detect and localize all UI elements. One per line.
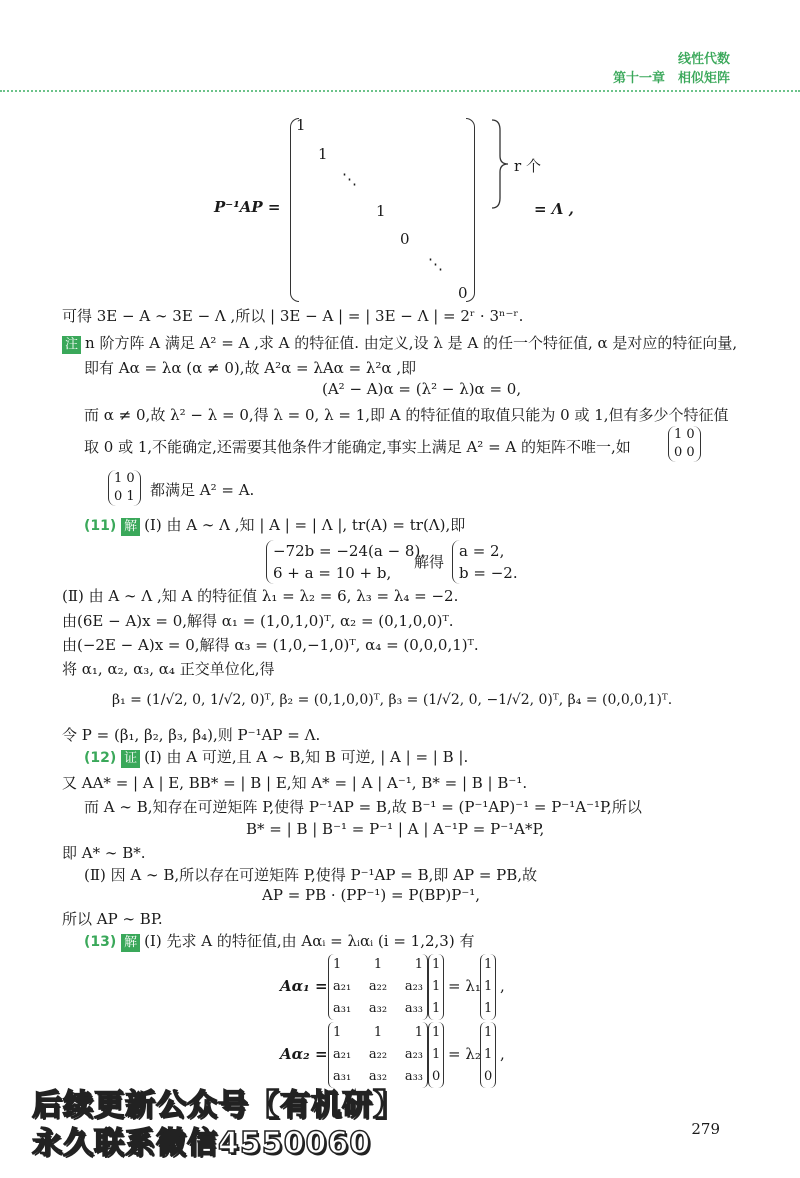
system-row: −72b = −24(a − 8), bbox=[273, 542, 426, 560]
note-line-5: 取 0 或 1,不能确定,还需要其他条件才能确定,事实上满足 A² = A 的矩阵不唯一,如 bbox=[84, 438, 631, 456]
header-divider bbox=[0, 90, 800, 92]
watermark-line-1: 后续更新公众号【有机研】 bbox=[32, 1088, 404, 1123]
diag-dots: ⋱ bbox=[428, 255, 443, 273]
p11-line-e: 将 α₁, α₂, α₃, α₄ 正交单位化,得 bbox=[62, 660, 275, 678]
p11-line-c: 由(6E − A)x = 0,解得 α₁ = (1,0,1,0)ᵀ, α₂ = (0,1,0,0)ᵀ. bbox=[62, 612, 454, 630]
vector: 1 1 0 bbox=[428, 1022, 444, 1088]
example-matrix-b bbox=[108, 470, 141, 506]
diag-dots: ⋱ bbox=[342, 170, 357, 188]
running-header bbox=[613, 50, 730, 88]
eq-lhs: Aα₁ = bbox=[280, 977, 328, 995]
solve-label: 解得 bbox=[414, 553, 445, 571]
problem-11-header bbox=[84, 514, 465, 536]
page-number: 279 bbox=[691, 1120, 720, 1138]
example-matrix-a bbox=[668, 426, 701, 462]
right-brace bbox=[490, 118, 510, 210]
matrix-row: 1 0 bbox=[114, 471, 135, 486]
diag-entry: 0 bbox=[400, 230, 410, 248]
matrix-lhs: P⁻¹AP = bbox=[214, 198, 281, 216]
eq-mid: = λ₁ bbox=[448, 977, 481, 995]
p11-line-g: 令 P = (β₁, β₂, β₃, β₄),则 P⁻¹AP = Λ. bbox=[62, 726, 321, 744]
p12-line-h: 所以 AP ∼ BP. bbox=[62, 910, 163, 928]
watermark-line-2: 永久联系微信4550060 bbox=[32, 1126, 372, 1161]
note-line-1 bbox=[62, 332, 737, 354]
problem-number: (12) bbox=[84, 750, 117, 766]
matrix-right-bracket bbox=[466, 118, 475, 302]
matrix-left-bracket bbox=[290, 118, 299, 302]
coef-matrix: 1 1 1 a₂₁ a₂₂ a₂₃ a₃₁ a₃₂ a₃₃ bbox=[328, 1022, 428, 1088]
header-chapter: 第十一章 相似矩阵 bbox=[612, 71, 730, 86]
p12-line-g: AP = PB · (PP⁻¹) = P(BP)P⁻¹, bbox=[262, 886, 481, 904]
p11-line-d: 由(−2E − A)x = 0,解得 α₃ = (1,0,−1,0)ᵀ, α₄ = (0,0,0,1)ᵀ. bbox=[62, 636, 479, 654]
problem-text: (Ⅰ) 由 A ∼ Λ ,知 | A | = | Λ |, tr(A) = tr(Λ),即 bbox=[144, 516, 466, 534]
problem-number: (11) bbox=[84, 518, 117, 534]
coef-matrix: 1 1 1 a₂₁ a₂₂ a₂₃ a₃₁ a₃₂ a₃₃ bbox=[328, 954, 428, 1020]
diag-entry: 1 bbox=[318, 145, 328, 163]
proof-tag: 证 bbox=[121, 750, 140, 768]
vector: 1 1 1 bbox=[428, 954, 444, 1020]
header-subject: 线性代数 bbox=[677, 52, 730, 67]
matrix-row: 1 0 bbox=[674, 427, 695, 442]
equation-system bbox=[266, 540, 425, 584]
system-row: 6 + a = 10 + b, bbox=[273, 564, 392, 582]
note-tag: 注 bbox=[62, 336, 81, 354]
p12-line-b: 又 AA* = | A | E, BB* = | B | E,知 A* = | A | A⁻¹, B* = | B | B⁻¹. bbox=[62, 774, 528, 792]
diag-entry: 1 bbox=[296, 116, 306, 134]
matrix-row: 0 0 bbox=[674, 445, 695, 460]
eq-end: , bbox=[500, 1045, 505, 1063]
line-conclusion: 可得 3E − A ∼ 3E − Λ ,所以 | 3E − A | = | 3E − Λ | = 2ʳ · 3ⁿ⁻ʳ. bbox=[62, 307, 524, 325]
solution-tag: 解 bbox=[121, 934, 140, 952]
matrix-row: 0 1 bbox=[114, 489, 135, 504]
matrix-rhs: = Λ , bbox=[534, 200, 574, 218]
note-line-4: 而 α ≠ 0,故 λ² − λ = 0,得 λ = 0, λ = 1,即 A 的特征值的取值只能为 0 或 1,但有多少个特征值 bbox=[84, 406, 729, 424]
eq-mid: = λ₂ bbox=[448, 1045, 481, 1063]
problem-13-header bbox=[84, 930, 474, 952]
p12-line-e: 即 A* ∼ B*. bbox=[62, 844, 146, 862]
p11-line-b: (Ⅱ) 由 A ∼ Λ ,知 A 的特征值 λ₁ = λ₂ = 6, λ₃ = λ₄ = −2. bbox=[62, 587, 459, 605]
vector: 1 1 0 bbox=[480, 1022, 496, 1088]
p12-line-f: (Ⅱ) 因 A ∼ B,所以存在可逆矩阵 P,使得 P⁻¹AP = B,即 AP = PB,故 bbox=[84, 866, 538, 884]
problem-text: (Ⅰ) 先求 A 的特征值,由 Aαᵢ = λᵢαᵢ (i = 1,2,3) 有 bbox=[144, 932, 475, 950]
solution-system bbox=[452, 540, 518, 584]
problem-text: (Ⅰ) 由 A 可逆,且 A ∼ B,知 B 可逆, | A | = | B |. bbox=[144, 748, 469, 766]
p12-line-c: 而 A ∼ B,知存在可逆矩阵 P,使得 P⁻¹AP = B,故 B⁻¹ = (P⁻¹AP)⁻¹ = P⁻¹A⁻¹P,所以 bbox=[84, 798, 642, 816]
problem-number: (13) bbox=[84, 934, 117, 950]
diag-entry: 0 bbox=[458, 284, 468, 302]
diag-entry: 1 bbox=[376, 202, 386, 220]
vector: 1 1 1 bbox=[480, 954, 496, 1020]
note-line-2: 即有 Aα = λα (α ≠ 0),故 A²α = λAα = λ²α ,即 bbox=[84, 359, 417, 377]
p12-line-d: B* = | B | B⁻¹ = P⁻¹ | A | A⁻¹P = P⁻¹A*P, bbox=[246, 820, 545, 838]
solution-tag: 解 bbox=[121, 518, 140, 536]
brace-label: r 个 bbox=[514, 157, 541, 175]
system-row: b = −2. bbox=[459, 564, 518, 582]
problem-12-header bbox=[84, 746, 468, 768]
beta-vectors: β₁ = (1/√2, 0, 1/√2, 0)ᵀ, β₂ = (0,1,0,0)ᵀ, β₃ = (1/√2, 0, −1/√2, 0)ᵀ, β₄ = (0,0,0,1)ᵀ. bbox=[112, 692, 673, 708]
eq-lhs: Aα₂ = bbox=[280, 1045, 328, 1063]
note-text: n 阶方阵 A 满足 A² = A ,求 A 的特征值. 由定义,设 λ 是 A 的任一个特征值, α 是对应的特征向量, bbox=[85, 334, 738, 352]
system-row: a = 2, bbox=[459, 542, 505, 560]
note-line-6: 都满足 A² = A. bbox=[150, 481, 255, 499]
note-line-3: (A² − A)α = (λ² − λ)α = 0, bbox=[322, 380, 522, 398]
eq-end: , bbox=[500, 977, 505, 995]
